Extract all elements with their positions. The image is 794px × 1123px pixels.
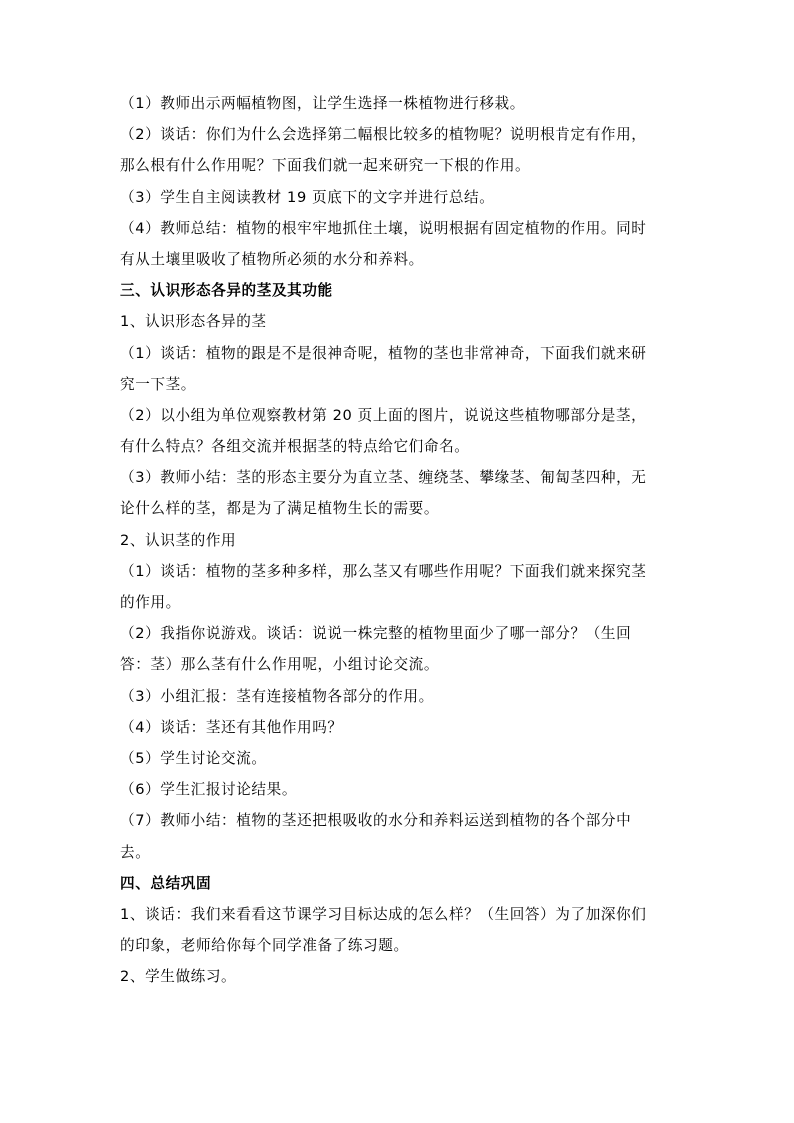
paragraph-line: （3）学生自主阅读教材 19 页底下的文字并进行总结。 [120,188,495,206]
paragraph-line: （6）学生汇报讨论结果。 [120,781,298,799]
paragraph-line: （3）教师小结：茎的形态主要分为直立茎、缠绕茎、攀缘茎、匍匐茎四种，无 [120,469,647,487]
paragraph-line: 答：茎）那么茎有什么作用呢，小组讨论交流。 [120,656,440,674]
paragraph-line: 1、谈话：我们来看看这节课学习目标达成的怎么样？（生回答）为了加深你们 [120,905,647,923]
paragraph-line: （1）谈话：植物的跟是不是很神奇呢，植物的茎也非常神奇，下面我们就来研 [120,344,647,362]
paragraph-line: （2）我指你说游戏。谈话：说说一株完整的植物里面少了哪一部分？（生回 [120,625,632,643]
paragraph-line: 论什么样的茎，都是为了满足植物生长的需要。 [120,500,440,518]
section-heading-4: 四、总结巩固 [120,874,212,892]
paragraph-line: 的印象，老师给你每个同学准备了练习题。 [120,937,409,955]
paragraph-line: 那么根有什么作用呢？下面我们就一起来研究一下根的作用。 [120,157,531,175]
paragraph-line: 有从土壤里吸收了植物所必须的水分和养料。 [120,250,424,268]
paragraph-line: （2）谈话：你们为什么会选择第二幅根比较多的植物呢？说明根肯定有作用， [120,126,647,144]
paragraph-line: 究一下茎。 [120,375,196,393]
paragraph-line: 2、学生做练习。 [120,968,237,986]
paragraph-line: （1）谈话：植物的茎多种多样，那么茎又有哪些作用呢？下面我们就来探究茎 [120,562,647,580]
paragraph-line: 的作用。 [120,594,181,611]
section-heading-3: 三、认识形态各异的茎及其功能 [120,282,333,300]
paragraph-line: （7）教师小结：植物的茎还把根吸收的水分和养料运送到植物的各个部分中 [120,812,632,830]
paragraph-line: 去。 [120,843,151,861]
paragraph-line: （1）教师出示两幅植物图，让学生选择一株植物进行移栽。 [120,95,525,112]
subsection-heading: 1、认识形态各异的茎 [120,313,267,331]
paragraph-line: （4）教师总结：植物的根牢牢地抓住土壤，说明根据有固定植物的作用。同时 [120,219,647,237]
paragraph-line: （5）学生讨论交流。 [120,749,267,767]
paragraph-line: （4）谈话：茎还有其他作用吗？ [120,718,343,736]
paragraph-line: （3）小组汇报：茎有连接植物各部分的作用。 [120,687,434,705]
document-body [120,94,676,998]
subsection-heading: 2、认识茎的作用 [120,531,237,549]
paragraph-line: 有什么特点？各组交流并根据茎的特点给它们命名。 [120,438,470,456]
paragraph-line: （2）以小组为单位观察教材第 20 页上面的图片，说说这些植物哪部分是茎， [120,406,647,424]
